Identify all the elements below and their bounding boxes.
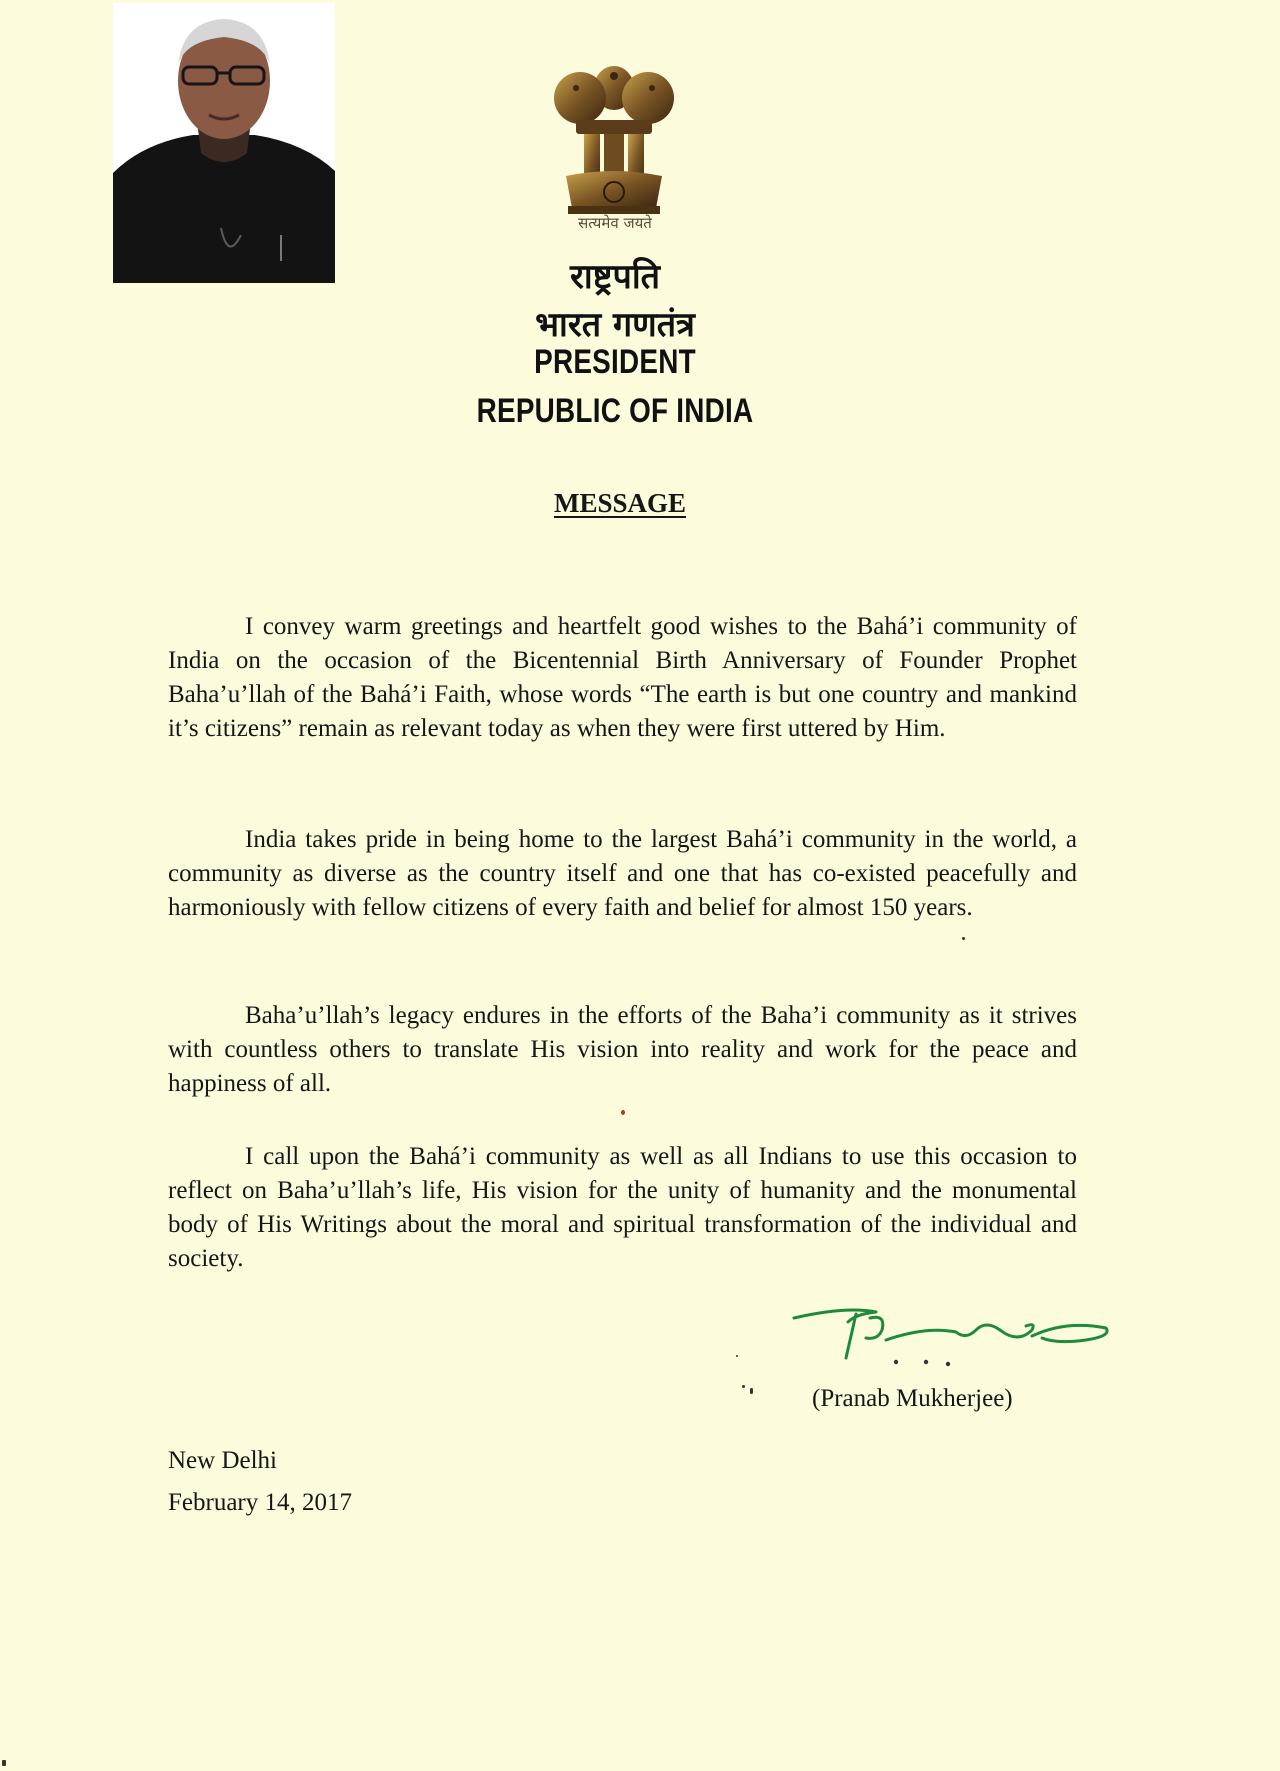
- scan-speck: [750, 1388, 753, 1394]
- scan-speck: [736, 1355, 738, 1357]
- message-heading: MESSAGE: [553, 488, 687, 518]
- message-paragraph-2: India takes pride in being home to the largest Bahá’i community in the world, a community as diverse as the country itself and one that has co-existed peacefully and harmoniously with fellow citizens of every faith and belief for almost 150 years.: [168, 826, 1077, 921]
- national-emblem-icon: [548, 58, 680, 228]
- title-hindi-republic: भारत गणतंत्र: [535, 305, 695, 345]
- signatory-name: (Pranab Mukherjee): [812, 1385, 1013, 1412]
- title-president: PRESIDENT: [534, 343, 696, 381]
- message-paragraph-1: I convey warm greetings and heartfelt good wishes to the Bahá’i community of India on the occasion of the Bicentennial Birth Anniversary of Founder Prophet Baha’u’llah of the Bahá’i Faith, whose words “The earth is but one country and mankind it’s citizens” remain as relevant today as when they were first uttered by Him.: [168, 613, 1077, 742]
- scan-speck: [962, 937, 965, 940]
- handwritten-signature: [786, 1300, 1116, 1372]
- message-paragraph-4: I call upon the Bahá’i community as well as all Indians to use this occasion to reflect on Baha’u’llah’s life, His vision for the unity of humanity and the monumental body of His Writings about the moral and spiritual transformation of the individual and society.: [168, 1143, 1077, 1272]
- date: February 14, 2017: [168, 1489, 352, 1516]
- title-hindi-president: राष्ट्रपति: [569, 257, 661, 297]
- scan-speck: [621, 1110, 625, 1115]
- scan-speck: [742, 1385, 745, 1388]
- message-paragraph-3: Baha’u’llah’s legacy endures in the efforts of the Baha’i community as it strives with countless others to translate His vision into reality and work for the peace and happiness of all.: [168, 1002, 1077, 1097]
- president-portrait-photo: [113, 3, 335, 283]
- scan-speck: [2, 1760, 6, 1766]
- title-republic-of-india: REPUBLIC OF INDIA: [476, 392, 754, 430]
- emblem-motto: सत्यमेव जयते: [578, 214, 652, 232]
- place: New Delhi: [168, 1447, 277, 1474]
